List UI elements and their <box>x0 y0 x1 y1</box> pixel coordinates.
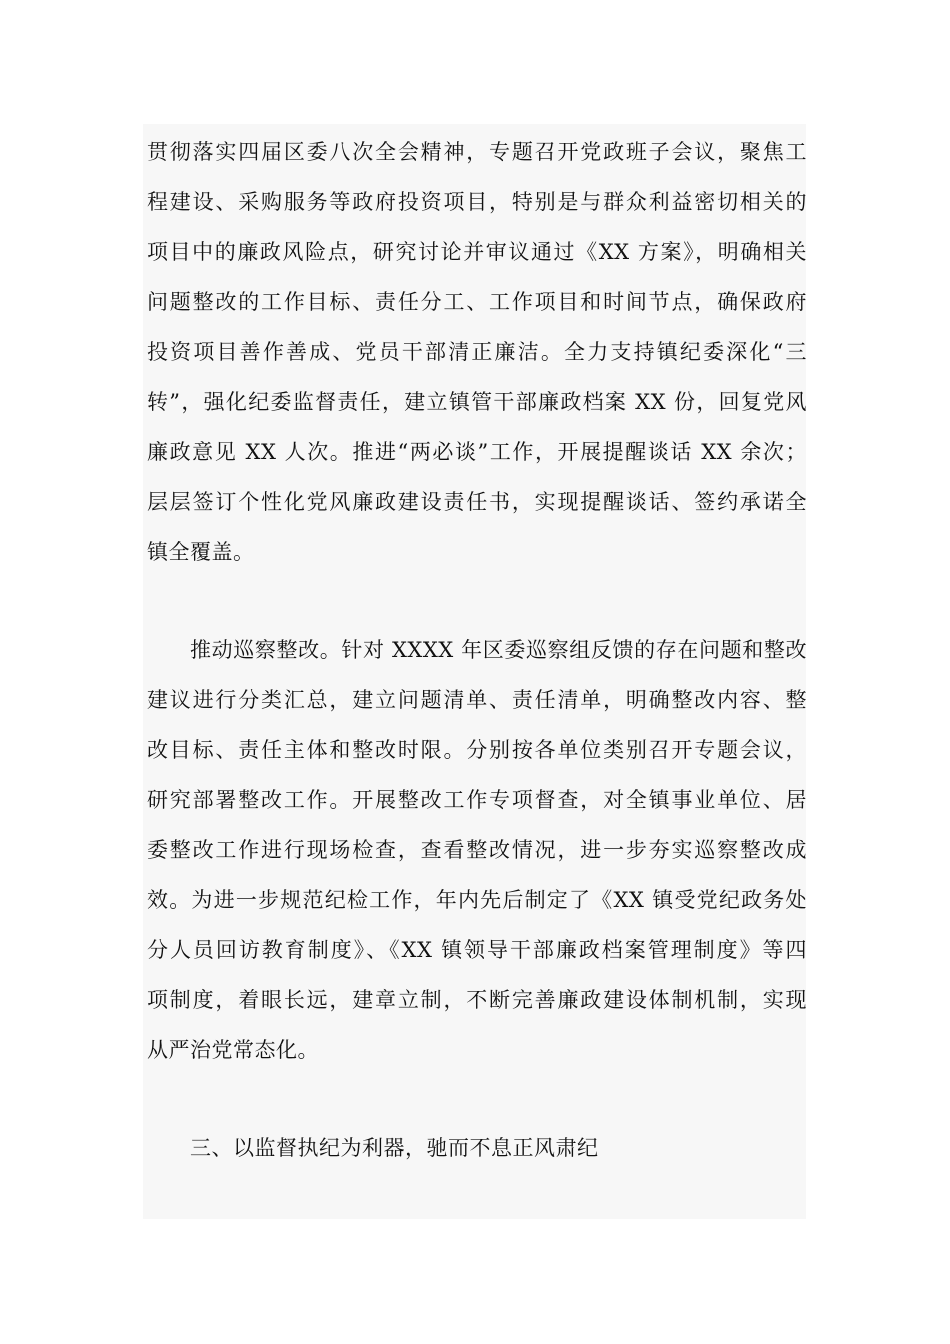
paragraph-1-line-3: 项目中的廉政风险点，研究讨论并审议通过《XX 方案》，明确相关 <box>147 240 807 264</box>
paragraph-1-line-2: 程建设、采购服务等政府投资项目，特别是与群众利益密切相关的 <box>147 190 807 214</box>
paragraph-2-line-9: 从严治党常态化。 <box>147 1038 319 1062</box>
paragraph-1-line-5: 投资项目善作善成、党员干部清正廉洁。全力支持镇纪委深化“三 <box>147 340 807 364</box>
paragraph-1-line-9: 镇全覆盖。 <box>147 540 255 564</box>
paragraph-1-line-8: 层层签订个性化党风廉政建设责任书，实现提醒谈话、签约承诺全 <box>147 490 807 514</box>
paragraph-2-line-5: 委整改工作进行现场检查，查看整改情况，进一步夯实巡察整改成 <box>147 838 807 862</box>
paragraph-2-line-1: 推动巡察整改。针对 XXXX 年区委巡察组反馈的存在问题和整改 <box>190 638 807 662</box>
paragraph-1-line-7: 廉政意见 XX 人次。推进“两必谈”工作，开展提醒谈话 XX 余次； <box>147 440 807 464</box>
paragraph-1-line-4: 问题整改的工作目标、责任分工、工作项目和时间节点，确保政府 <box>147 290 807 314</box>
paragraph-1-line-6: 转”，强化纪委监督责任，建立镇管干部廉政档案 XX 份，回复党风 <box>147 390 807 414</box>
section-heading: 三、以监督执纪为利器，驰而不息正风肃纪 <box>190 1136 599 1160</box>
paragraph-2-line-6: 效。为进一步规范纪检工作，年内先后制定了《XX 镇受党纪政务处 <box>147 888 807 912</box>
paragraph-2-line-2: 建议进行分类汇总，建立问题清单、责任清单，明确整改内容、整 <box>147 688 807 712</box>
paragraph-2-line-4: 研究部署整改工作。开展整改工作专项督查，对全镇事业单位、居 <box>147 788 807 812</box>
paragraph-1-line-1: 贯彻落实四届区委八次全会精神，专题召开党政班子会议，聚焦工 <box>147 140 807 164</box>
paragraph-2-line-7: 分人员回访教育制度》、《XX 镇领导干部廉政档案管理制度》等四 <box>147 938 807 962</box>
paragraph-2-line-3: 改目标、责任主体和整改时限。分别按各单位类别召开专题会议， <box>147 738 807 762</box>
paragraph-2-line-8: 项制度，着眼长远，建章立制，不断完善廉政建设体制机制，实现 <box>147 988 807 1012</box>
